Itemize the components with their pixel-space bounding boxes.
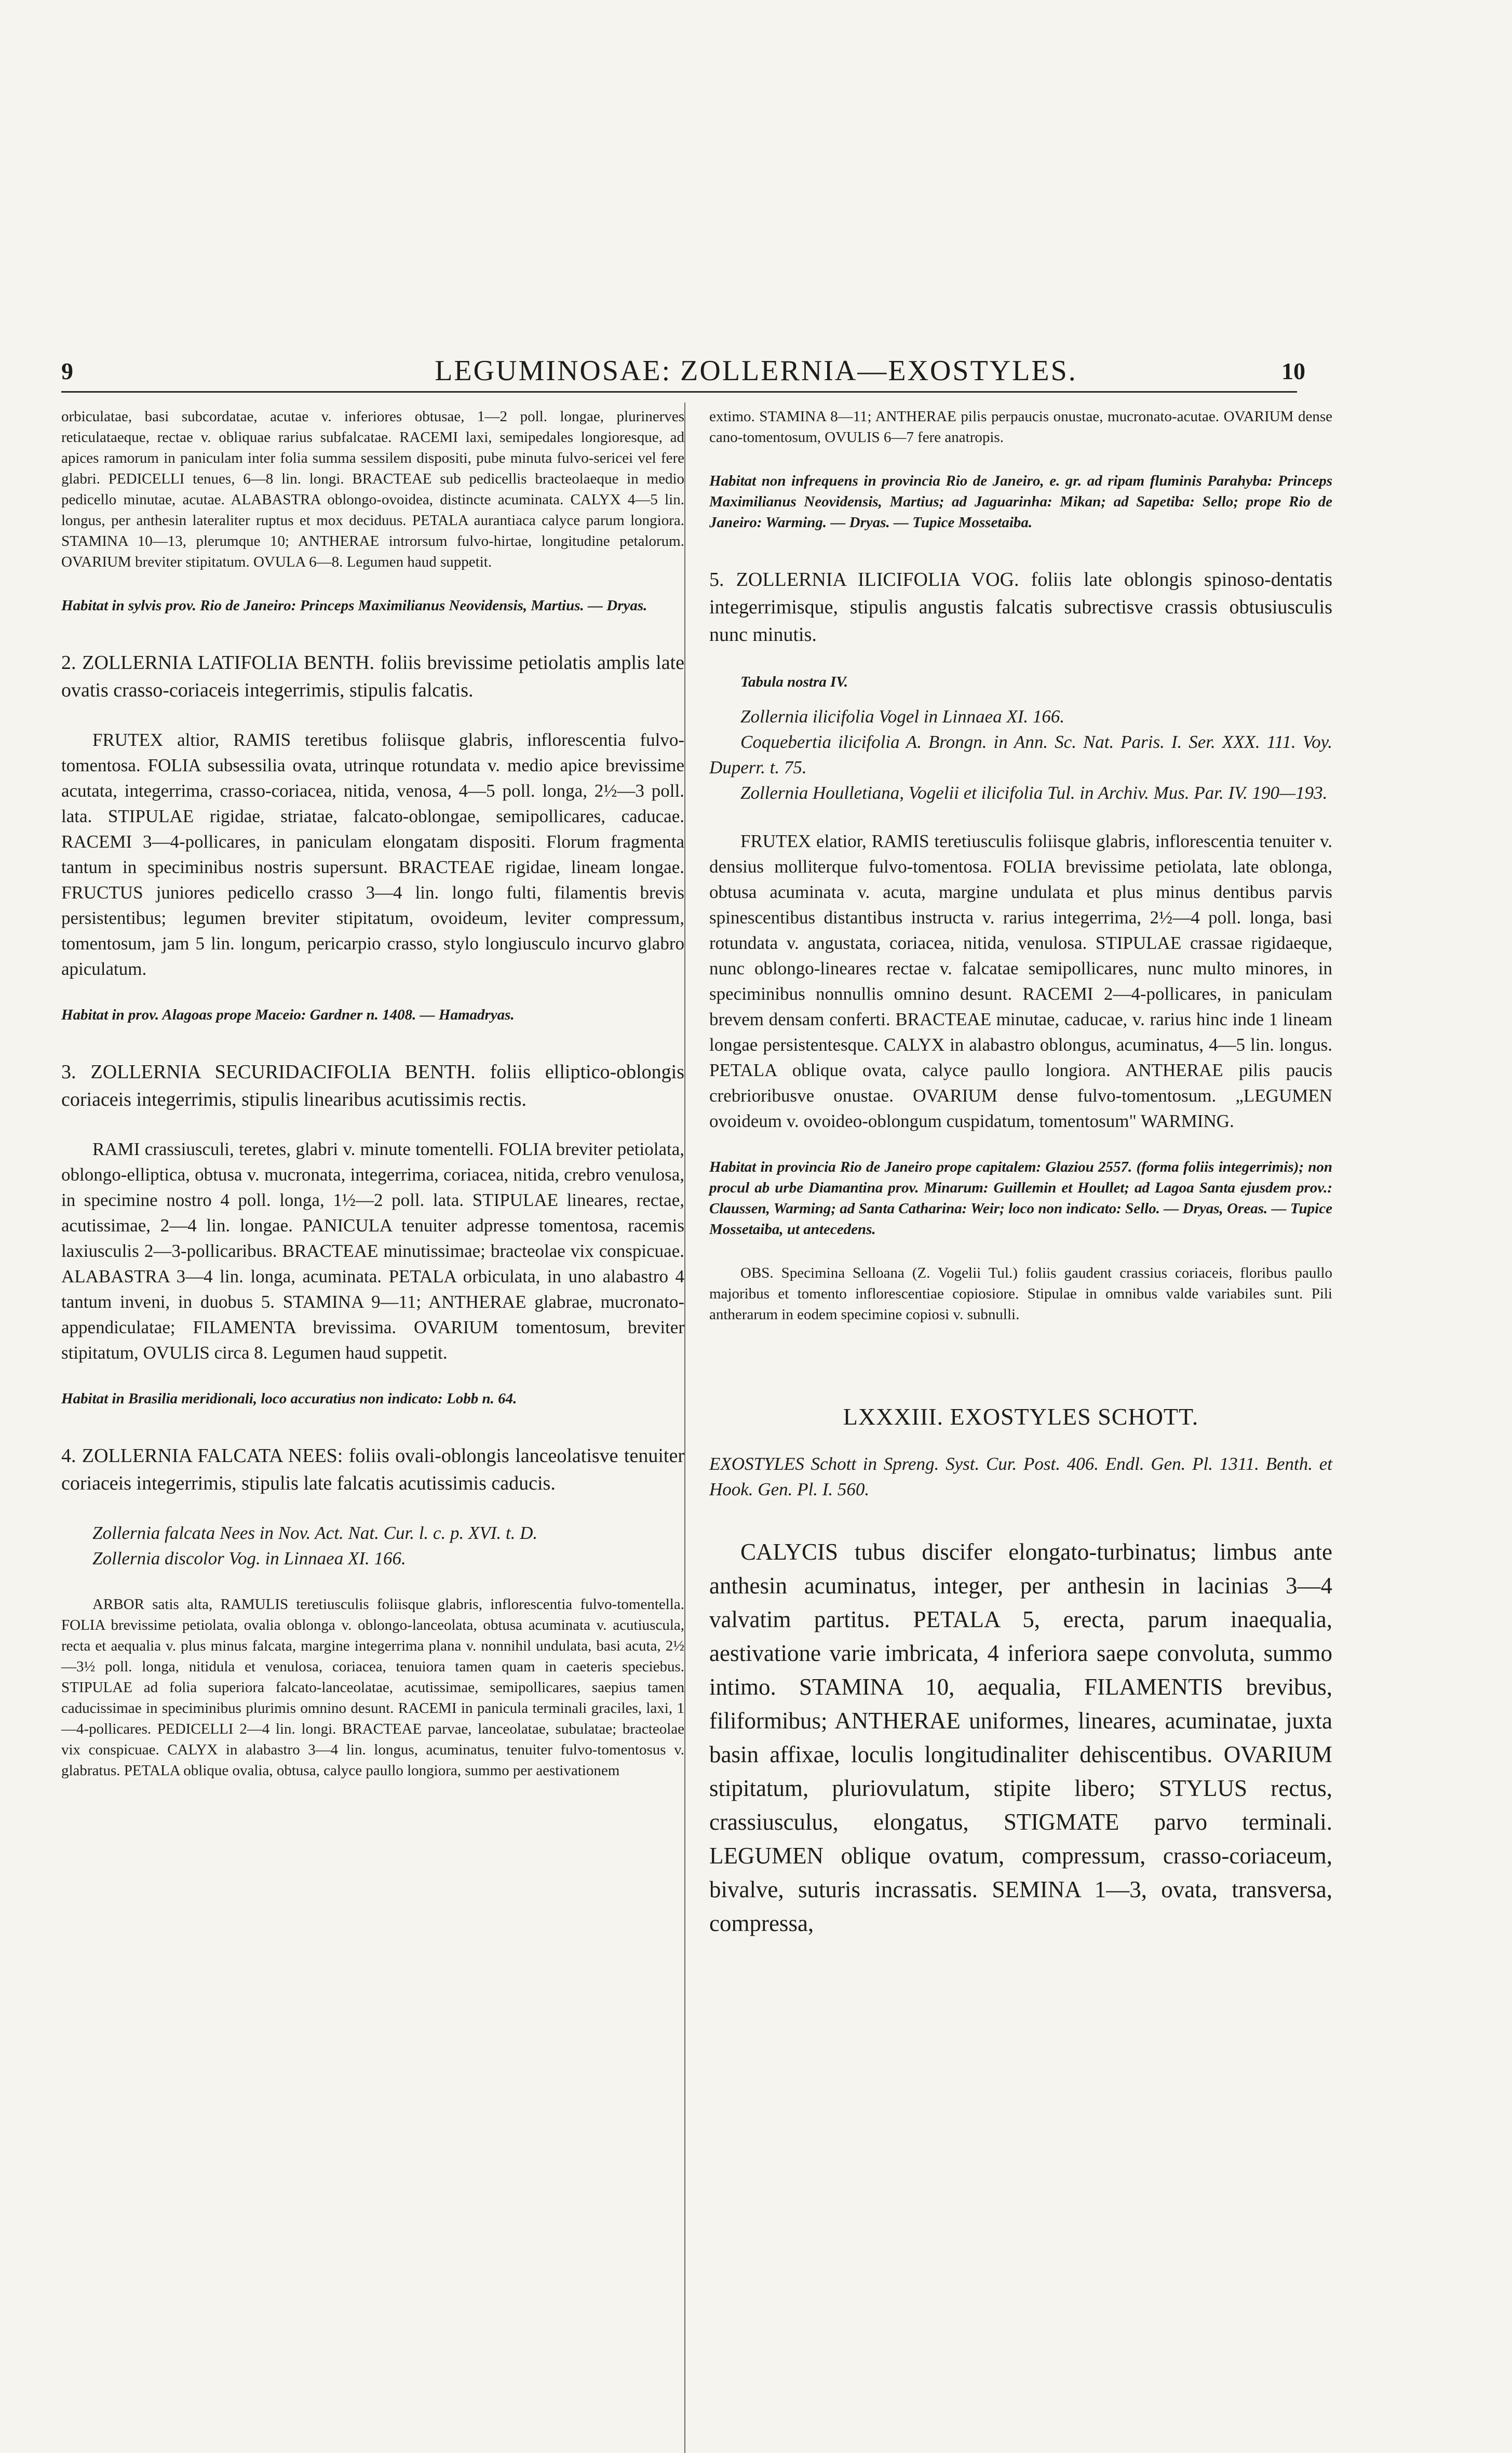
synonym-citation: Zollernia falcata Nees in Nov. Act. Nat. Cur. l. c. p. XVI. t. D. (92, 1523, 538, 1543)
page-number-left: 9 (61, 358, 73, 384)
synonym-citation: Zollernia discolor Vog. in Linnaea XI. 166. (92, 1548, 406, 1569)
species-description: FRUTEX altior, RAMIS teretibus foliisque glabris, inflorescentia fulvo-tomentosa. FOLIA subsessilia ovata, utrinque rotundata v. medio apice brevissime acutata, integerrima, crasso-coriacea, nitida, venosa, 4—5 poll. longa, 2½—3 poll. lata. STIPULAE rigidae, striatae, falcato-oblongae, semipollicares, caducae. RACEMI 3—4-pollicares, in paniculam elongatam dispositi. Florum fragmenta tantum in speciminibus nostris supersunt. BRACTEAE rigidae, lineam longae. FRUCTUS juniores pedicello crasso 3—4 lin. longo fulti, filamentis brevis persistentibus; legumen breviter stipitatum, ovoideum, leviter compressum, tomentosum, jam 5 lin. longum, pericarpio crasso, stylo longiusculo incurvo glabro apiculatum. (61, 730, 684, 979)
species-description: RAMI crassiusculi, teretes, glabri v. minute tomentelli. FOLIA breviter petiolata, oblongo-elliptica, obtusa v. mucronata, integerrima, coriacea, nitida, crebro venulosa, in specimine nostro 4 poll. longa, 1½—2 poll. lata. STIPULAE lineares, rectae, acutissimae, 2—4 lin. longae. PANICULA tenuiter adpresse tomentosa, racemis laxiusculis 2—3-pollicaribus. BRACTEAE minutissimae; bracteolae vix conspicuae. ALABASTRA 3—4 lin. longa, acuminata. PETALA orbiculata, in uno alabastro 4 tantum inveni, in duobus 5. STAMINA 9—11; ANTHERAE glabrae, mucronato-appendiculatae; FILAMENTA brevissima. OVARIUM tomentosum, breviter stipitatum, OVULIS circa 8. Legumen haud suppetit. (61, 1139, 684, 1363)
observation-note: OBS. Specimina Selloana (Z. Vogelii Tul.) foliis gaudent crassius coriaceis, floribus paullo majoribus et tomento inflorescentiae copiosiore. Stipulae in omnibus valde variabiles sunt. Pili antherarum in eodem specimine copiosi v. subnulli. (709, 1265, 1332, 1323)
synonym-citation: Coquebertia ilicifolia A. Brongn. in Ann. Sc. Nat. Paris. I. Ser. XXX. 111. Voy. Duperr. t. 75. (709, 732, 1332, 778)
species-description: FRUTEX elatior, RAMIS teretiusculis foliisque glabris, inflorescentia tenuiter v. densius molliterque fulvo-tomentosa. FOLIA brevissime petiolata, late oblonga, obtusa acuminata v. acuta, margine undulata et plus minus dentibus parvis spinescentibus distantibus instructa v. rarius integerrima, 2½—4 poll. longa, basi rotundata v. angustata, coriacea, nitida, venulosa. STIPULAE crassae rigidaeque, nunc oblongo-lineares rectae v. falcatae semipollicares, nunc multo minores, in speciminibus nonnullis omnino desunt. RACEMI 2—4-pollicares, in paniculam brevem densam conferti. BRACTEAE minutae, caducae, v. rarius hinc inde 1 lineam longae persistentesque. CALYX in alabastro oblongus, acuminatus, 4—5 lin. longus. PETALA oblique ovata, calyce paullo longiora. ANTHERAE pilis paucis crebrioribusve onustae. OVARIUM dense fulvo-tomentosum. „LEGUMEN ovoideum v. ovoideo-oblongum cuspidatum, tomentosum" WARMING. (709, 831, 1332, 1131)
genus-description: CALYCIS tubus discifer elongato-turbinatus; limbus ante anthesin acuminatus, integer, per anthesin in lacinias 3—4 valvatim partitus. PETALA 5, erecta, parum inaequalia, aestivatione varie imbricata, 4 inferiora saepe convoluta, summo intimo. STAMINA 10, aequalia, FILAMENTIS brevibus, filiformibus; ANTHERAE uniformes, lineares, acuminatae, juxta basin affixae, loculis longitudinaliter dehiscentibus. OVARIUM stipitatum, pluriovulatum, stipite libero; STYLUS rectus, crassiusculus, elongatus, STIGMATE parvo terminali. LEGUMEN oblique ovatum, compressum, crasso-coriaceum, bivalve, suturis incrassatis. SEMINA 1—3, ovata, transversa, compressa, (709, 1539, 1332, 1936)
left-column (61, 406, 684, 1781)
right-column (709, 406, 1332, 1940)
species-heading: 4. ZOLLERNIA FALCATA NEES: foliis ovali-oblongis lanceolatisve tenuiter coriaceis integerrimis, stipulis late falcatis acutissimis caducis. (61, 1445, 684, 1494)
continued-description: orbiculatae, basi subcordatae, acutae v. inferiores obtusae, 1—2 poll. longae, plurinerves reticulataeque, rectae v. obliquae rarius subfalcatae. RACEMI laxi, semipedales longioresque, ad apices ramorum in paniculam inter folia summa sessilem dispositi, pube minuta fulvo-sericei vel fere glabri. PEDICELLI tenues, 6—8 lin. longi. BRACTEAE sub pedicellis bracteolaeque in medio pedicello minutae, acutae. ALABASTRA oblongo-ovoidea, distincte acuminata. CALYX 4—5 lin. longus, per anthesin lateraliter ruptus et mox deciduus. PETALA aurantiaca calyce parum longiora. STAMINA 10—13, plerumque 10; ANTHERAE introrsum fulvo-hirtae, longitudine petalorum. OVARIUM breviter stipitatum. OVULA 6—8. Legumen haud suppetit. (61, 408, 684, 570)
column-divider (684, 403, 685, 2453)
continued-description: extimo. STAMINA 8—11; ANTHERAE pilis perpaucis onustae, mucronato-acutae. OVARIUM dense cano-tomentosum, OVULIS 6—7 fere anatropis. (709, 408, 1332, 446)
species-heading: 2. ZOLLERNIA LATIFOLIA BENTH. foliis brevissime petiolatis amplis late ovatis crasso-coriaceis integerrimis, stipulis falcatis. (61, 652, 684, 701)
species-heading: 5. ZOLLERNIA ILICIFOLIA VOG. foliis late oblongis spinoso-dentatis integerrimisque, stipulis angustis falcatis subrectisve crassis obtusiusculis nunc minutis. (709, 569, 1332, 646)
species-heading: 3. ZOLLERNIA SECURIDACIFOLIA BENTH. foliis elliptico-oblongis coriaceis integerrimis, stipulis linearibus acutissimis rectis. (61, 1061, 684, 1110)
habitat-note: Habitat in sylvis prov. Rio de Janeiro: Princeps Maximilianus Neovidensis, Martius. — Dryas. (61, 597, 647, 614)
habitat-note: Habitat in provincia Rio de Janeiro prope capitalem: Glaziou 2557. (forma foliis integerrimis); non procul ab urbe Diamantina prov. Minarum: Guillemin et Houllet; ad Lagoa Santa ejusdem prov.: Claussen, Warming; ad Santa Catharina: Weir; loco non indicato: Sello. — Dryas, Oreas. — Tupice Mossetaiba, ut antecedens. (709, 1159, 1332, 1238)
synonym-citation: Zollernia Houlletiana, Vogelii et ilicifolia Tul. in Archiv. Mus. Par. IV. 190—193. (740, 783, 1328, 803)
plate-reference: Tabula nostra IV. (740, 674, 848, 690)
synonym-citation: Zollernia ilicifolia Vogel in Linnaea XI. 166. (740, 706, 1065, 727)
habitat-note: Habitat in prov. Alagoas prope Maceio: Gardner n. 1408. — Hamadryas. (61, 1007, 515, 1023)
page-number-right: 10 (1281, 358, 1305, 384)
header-rule (61, 391, 1297, 393)
running-head: LEGUMINOSAE: ZOLLERNIA—EXOSTYLES. (435, 355, 1077, 387)
genus-citation: EXOSTYLES Schott in Spreng. Syst. Cur. Post. 406. Endl. Gen. Pl. 1311. Benth. et Hook. Gen. Pl. I. 560. (709, 1454, 1332, 1499)
genus-title: LXXXIII. EXOSTYLES SCHOTT. (843, 1403, 1199, 1430)
habitat-note: Habitat in Brasilia meridionali, loco accuratius non indicato: Lobb n. 64. (61, 1390, 517, 1407)
habitat-note: Habitat non infrequens in provincia Rio de Janeiro, e. gr. ad ripam fluminis Parahyba: Princeps Maximilianus Neovidensis, Martius; ad Jaguarinha: Mikan; ad Sapetiba: Sello; prope Rio de Janeiro: Warming. — Dryas. — Tupice Mossetaiba. (709, 473, 1332, 531)
species-description: ARBOR satis alta, RAMULIS teretiusculis foliisque glabris, inflorescentia fulvo-tomentella. FOLIA brevissime petiolata, ovalia oblonga v. oblongo-lanceolata, obtusa acuminata v. acutiuscula, recta et aequalia v. plus minus falcata, margine integerrima plana v. nonnihil undulata, basi acuta, 2½—3½ poll. longa, nitidula et venulosa, coriacea, tenuiora tamen quam in caeteris speciebus. STIPULAE ad folia superiora falcato-lanceolatae, acutissimae, semipollicares, saepius tamen caducissimae in speciminibus plurimis omnino desunt. RACEMI in panicula terminali graciles, laxi, 1—4-pollicares. PEDICELLI 2—4 lin. longi. BRACTEAE parvae, lanceolatae, subulatae; bracteolae vix conspicuae. CALYX in alabastro 3—4 lin. longus, acuminatus, tenuiter fulvo-tomentosus v. glabratus. PETALA oblique ovalia, obtusa, calyce paullo longiora, summo per aestivationem (61, 1596, 684, 1779)
